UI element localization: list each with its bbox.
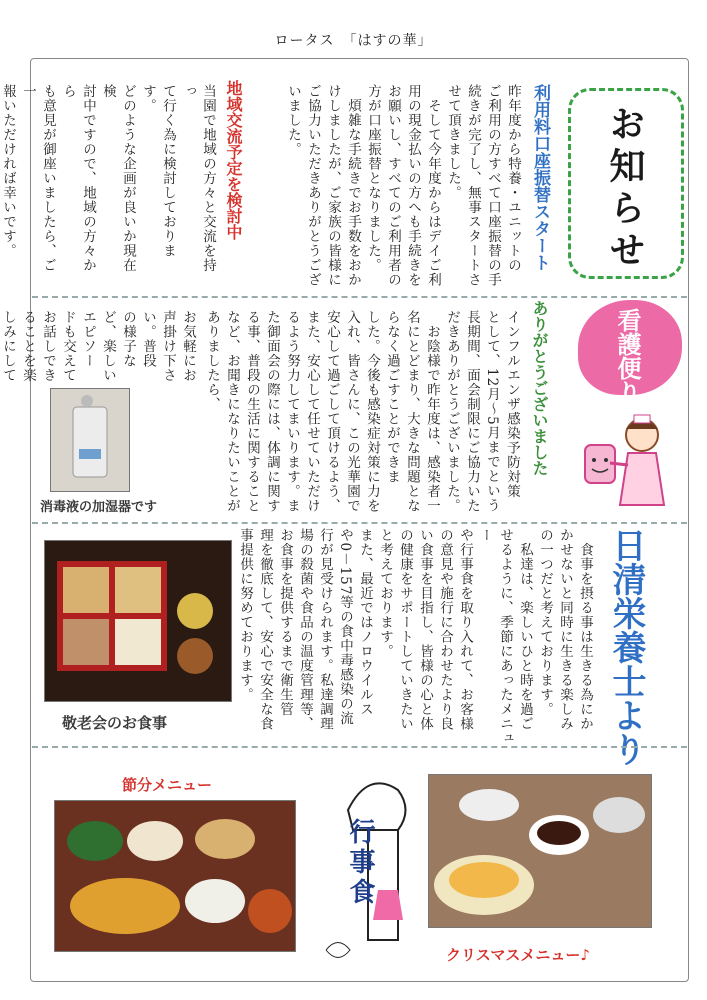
nursing-body: インフルエンザ感染予防対策 として、12月～5月までという 長期間、面会制限にご協力いた だきありがとうございました。 お陰様で昨年度は、感染者一 名にとどまり、大きな問題とな らなく過ごすことができま した。今後も感染症対策に力を 入れ、皆さんに、この光華園で 安心して過ごして頂けるよう、 また、安心して任せていただけ るよう努力してまいります。ま た御面会の際には、体調に関す る事、普段の生活に関すること など、お聞きになりたいことが ありましたら、 <box>204 310 520 513</box>
exchange-body: 当園で地域の方々と交流を持っ て行く為に検討しております。 どのような企画が良いか現在検 討中ですので、地域の方々から も意見が御座いましたら、ご一 報いただければ幸いです。 <box>0 84 216 273</box>
keirokai-caption: 敬老会のお食事 <box>62 714 168 732</box>
nutrition-heading: 日清栄養士より <box>606 528 646 766</box>
nutrition-body: 食事を摂る事は生きる為にか かせないと同時に生きる楽しみ の一つだと考えております。 私達は、楽しいひと時を過ご せるように、季節にあったメニュー や行事食を取り入れて、お客様 の意見や施行に合わせたより良 い食事を目指し、皆様の心と体 の健康をサポートしていきたい と考えております。 また、最近ではノロウイルス や0－157等の食中毒感染の流 行が見受けられます。私達調理 場の殺菌や食品の温度管理等、 お食事を提供するまで衛生管 理を徹底して、安心で安全な食 事提供に努めております。 <box>237 528 593 746</box>
section-divider <box>32 746 687 748</box>
nursing-body-cont: お気軽にお声掛け下さい。普段 の様子など、楽しいエピソー ドも交えて お話しでき ることを楽 しみにして <box>0 310 196 383</box>
nurse-illustration-icon <box>580 405 680 515</box>
thanks-heading: ありがとうございました <box>530 300 549 476</box>
section-divider <box>32 522 687 524</box>
setsubun-caption: 節分メニュー <box>122 776 213 794</box>
keirokai-meal-photo <box>44 540 232 702</box>
christmas-meal-photo <box>428 774 652 928</box>
humidifier-photo <box>50 388 130 492</box>
billing-body: 昨年度から特養・ユニットの ご利用の方すべて口座振替の手 続きが完了し、無事スタートさ せて頂きました。 そして今年度からはデイご利 用の現金払いの方へも手続きを お願いし、すべてのご利用者の 方が口座振替となりました。 煩雑な手続きでお手数をおか けしましたが、ご家族の皆様に ご協力いただきありがとうござ いました。 <box>285 84 521 287</box>
notice-banner-title: お知らせ <box>604 105 645 273</box>
newsletter-title: ロータス 「はすの華」 <box>274 33 433 49</box>
exchange-heading: 地域交流予定を検討中 <box>224 80 243 240</box>
nursing-banner-title: 看護便り <box>613 308 641 404</box>
event-meal-title: 行事食 <box>345 818 375 908</box>
billing-heading: 利用料口座振替スタート <box>530 84 550 271</box>
christmas-caption: クリスマスメニュー♪ <box>446 946 590 964</box>
humidifier-caption: 消毒液の加湿器です <box>40 500 158 515</box>
setsubun-meal-photo <box>54 800 296 952</box>
notice-banner <box>568 88 684 279</box>
nursing-banner <box>578 300 682 404</box>
section-divider <box>32 296 687 298</box>
